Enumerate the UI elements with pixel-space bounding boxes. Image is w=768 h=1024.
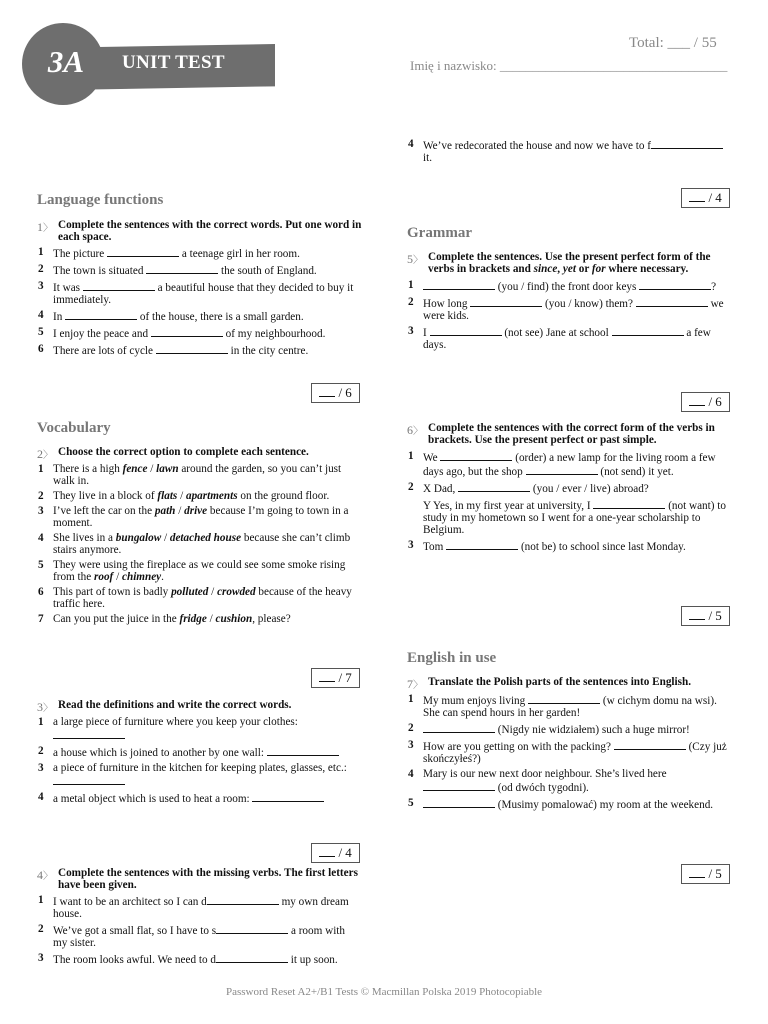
exercise-instruction: Translate the Polish parts of the sentences into English. bbox=[428, 676, 692, 688]
exercise-4-score[interactable]: / 4 bbox=[681, 188, 730, 208]
item-text: a piece of furniture in the kitchen for keeping plates, glasses, etc.: bbox=[53, 762, 362, 788]
answer-option[interactable]: drive bbox=[184, 505, 208, 517]
answer-blank[interactable] bbox=[53, 728, 125, 739]
answer-option[interactable]: detached house bbox=[169, 532, 242, 544]
footer: Password Reset A2+/B1 Tests © Macmillan Polska 2019 Photocopiable bbox=[225, 986, 543, 998]
item-list bbox=[407, 138, 732, 164]
item-text: I enjoy the peace and of my neighbourhood. bbox=[53, 328, 326, 340]
exercise-5-score[interactable]: / 6 bbox=[681, 392, 730, 412]
item-number: 4 bbox=[38, 309, 44, 321]
item-list bbox=[407, 693, 732, 811]
answer-blank[interactable] bbox=[423, 279, 495, 290]
item-number: 2 bbox=[38, 490, 44, 502]
item-number: 2 bbox=[38, 263, 44, 275]
item-text: The room looks awful. We need to d it up soon. bbox=[53, 954, 338, 966]
exercise-2-score[interactable]: / 7 bbox=[311, 668, 360, 688]
exercise-item bbox=[37, 716, 362, 742]
item-number: 6 bbox=[38, 343, 44, 355]
item-number: 5 bbox=[38, 326, 44, 338]
item-number: 1 bbox=[38, 463, 44, 475]
answer-option[interactable]: fence bbox=[122, 463, 148, 475]
item-number: 1 bbox=[38, 716, 44, 728]
item-text: a metal object which is used to heat a room: bbox=[53, 791, 362, 805]
exercise-item bbox=[37, 280, 362, 306]
item-number: 2 bbox=[408, 296, 414, 308]
item-text: (Musimy pomalować) my room at the weekend. bbox=[423, 797, 732, 811]
item-list bbox=[37, 246, 362, 357]
exercise-number: 6〉 bbox=[407, 423, 423, 437]
exercise-item bbox=[407, 797, 732, 811]
answer-blank[interactable] bbox=[216, 952, 288, 963]
item-number: 2 bbox=[408, 722, 414, 734]
exercise-number: 4〉 bbox=[37, 868, 53, 882]
item-list bbox=[37, 716, 362, 805]
keyword: yet bbox=[562, 263, 576, 275]
item-list bbox=[37, 894, 362, 966]
answer-blank[interactable] bbox=[156, 343, 228, 354]
item-list bbox=[407, 450, 732, 553]
item-text: I (not see) Jane at school a few days. bbox=[423, 327, 711, 351]
exercise-item bbox=[407, 138, 732, 164]
item-number: 6 bbox=[38, 586, 44, 598]
item-number: 3 bbox=[38, 505, 44, 517]
exercise-item bbox=[37, 490, 362, 502]
answer-blank[interactable] bbox=[470, 296, 542, 307]
exercise-instruction: Complete the sentences with the missing verbs. The first letters have been given. bbox=[58, 867, 358, 891]
item-number: 2 bbox=[408, 481, 414, 493]
item-text: Tom (not be) to school since last Monday. bbox=[423, 541, 686, 553]
exercise-item bbox=[37, 745, 362, 759]
answer-option[interactable]: flats bbox=[157, 490, 178, 502]
answer-blank[interactable] bbox=[107, 246, 179, 257]
exercise-3-score[interactable]: / 4 bbox=[311, 843, 360, 863]
exercise-item bbox=[37, 791, 362, 805]
item-text: There is a high fence / lawn around the garden, so you can’t just walk in. bbox=[53, 463, 342, 487]
exercise-item bbox=[407, 296, 732, 322]
answer-blank[interactable] bbox=[53, 774, 125, 785]
answer-blank[interactable] bbox=[83, 280, 155, 291]
unit-title: UNIT TEST bbox=[122, 52, 225, 73]
answer-blank[interactable] bbox=[636, 296, 708, 307]
exercise-6 bbox=[407, 422, 732, 556]
exercise-1 bbox=[37, 219, 362, 360]
item-text: We’ve got a small flat, so I have to s a room with my sister. bbox=[53, 925, 346, 949]
item-number: 3 bbox=[408, 539, 414, 551]
item-text: I want to be an architect so I can d my own dream house. bbox=[53, 896, 349, 920]
answer-blank[interactable] bbox=[146, 263, 218, 274]
item-number: 1 bbox=[408, 279, 414, 291]
exercise-item bbox=[37, 463, 362, 487]
item-number: 3 bbox=[38, 952, 44, 964]
item-text: We’ve redecorated the house and now we have to f it. bbox=[423, 138, 732, 164]
exercise-item bbox=[37, 246, 362, 260]
item-text: (Nigdy nie widziałem) such a huge mirror! bbox=[423, 722, 732, 736]
item-number: 1 bbox=[38, 894, 44, 906]
answer-blank[interactable] bbox=[423, 780, 495, 791]
item-number: 1 bbox=[38, 246, 44, 258]
item-text: This part of town is badly polluted / crowded because of the heavy traffic here. bbox=[53, 586, 352, 610]
answer-blank[interactable] bbox=[430, 325, 502, 336]
answer-blank[interactable] bbox=[440, 450, 512, 461]
answer-blank[interactable] bbox=[252, 791, 324, 802]
exercise-instruction: Complete the sentences with the correct form of the verbs in brackets. Use the present perfect or past simple. bbox=[428, 422, 715, 446]
total-score: Total: ___ / 55 bbox=[629, 35, 717, 51]
exercise-4 bbox=[37, 867, 362, 969]
item-number: 3 bbox=[408, 325, 414, 337]
item-text: The town is situated the south of England. bbox=[53, 265, 317, 277]
answer-blank[interactable] bbox=[458, 481, 530, 492]
exercise-instruction: Complete the sentences with the correct words. Put one word in each space. bbox=[58, 219, 362, 243]
exercise-item bbox=[407, 693, 732, 719]
exercise-item bbox=[37, 326, 362, 340]
exercise-item bbox=[407, 722, 732, 736]
exercise-item bbox=[37, 343, 362, 357]
item-text: How long (you / know) them? we were kids. bbox=[423, 298, 724, 322]
keyword: since bbox=[533, 263, 558, 275]
answer-blank[interactable] bbox=[151, 326, 223, 337]
item-text: We (order) a new lamp for the living room a few days ago, but the shop (not send) it yet. bbox=[423, 452, 716, 478]
exercise-instruction: Read the definitions and write the correct words. bbox=[58, 699, 292, 711]
exercise-instruction: Choose the correct option to complete each sentence. bbox=[58, 446, 309, 458]
item-text: a large piece of furniture where you keep your clothes: bbox=[53, 716, 362, 742]
item-number: 3 bbox=[38, 280, 44, 292]
exercise-item bbox=[407, 739, 732, 765]
item-number: 3 bbox=[38, 762, 44, 774]
answer-blank[interactable] bbox=[423, 722, 495, 733]
answer-blank[interactable] bbox=[593, 498, 665, 509]
exercise-item bbox=[37, 894, 362, 920]
item-number: 2 bbox=[38, 923, 44, 935]
item-number: 1 bbox=[408, 450, 414, 462]
exercise-2 bbox=[37, 446, 362, 628]
exercise-3 bbox=[37, 699, 362, 808]
exercise-item bbox=[407, 279, 732, 293]
answer-blank[interactable] bbox=[651, 138, 723, 149]
answer-option[interactable]: crowded bbox=[217, 586, 256, 598]
exercise-item bbox=[37, 762, 362, 788]
answer-blank[interactable] bbox=[216, 923, 288, 934]
item-text: (you / find) the front door keys ? bbox=[423, 279, 732, 293]
answer-blank[interactable] bbox=[526, 464, 598, 475]
answer-option[interactable]: cushion bbox=[215, 613, 253, 625]
answer-option[interactable]: lawn bbox=[156, 463, 179, 475]
exercise-item bbox=[37, 263, 362, 277]
item-number: 4 bbox=[38, 791, 44, 803]
exercise-item bbox=[407, 450, 732, 478]
exercise-5 bbox=[407, 251, 732, 354]
exercise-instruction: Complete the sentences. Use the present perfect form of the verbs in brackets and since, yet or for where necessary. bbox=[428, 251, 711, 275]
item-number: 4 bbox=[38, 532, 44, 544]
answer-blank[interactable] bbox=[639, 279, 711, 290]
section-vocabulary: Vocabulary bbox=[37, 420, 111, 436]
item-number: 4 bbox=[408, 768, 414, 780]
exercise-number: 5〉 bbox=[407, 252, 423, 266]
answer-option[interactable]: bungalow bbox=[115, 532, 162, 544]
item-list bbox=[37, 463, 362, 625]
item-text: I’ve left the car on the path / drive because I’m going to town in a moment. bbox=[53, 505, 349, 529]
exercise-item bbox=[37, 613, 362, 625]
item-text: They live in a block of flats / apartments on the ground floor. bbox=[53, 490, 330, 502]
item-text: She lives in a bungalow / detached house because she can’t climb stairs anymore. bbox=[53, 532, 351, 556]
item-text: How are you getting on with the packing? (Czy już skończyłeś?) bbox=[423, 741, 727, 765]
answer-option[interactable]: chimney bbox=[122, 571, 162, 583]
exercise-item bbox=[37, 309, 362, 323]
answer-blank[interactable] bbox=[207, 894, 279, 905]
item-number: 1 bbox=[408, 693, 414, 705]
answer-blank[interactable] bbox=[267, 745, 339, 756]
exercise-item bbox=[37, 559, 362, 583]
item-text: a house which is joined to another by one wall: bbox=[53, 745, 362, 759]
exercise-item bbox=[407, 539, 732, 553]
answer-blank[interactable] bbox=[528, 693, 600, 704]
item-text: Can you put the juice in the fridge / cushion, please? bbox=[53, 613, 291, 625]
exercise-1-score[interactable]: / 6 bbox=[311, 383, 360, 403]
item-number: 5 bbox=[408, 797, 414, 809]
exercise-item bbox=[37, 586, 362, 610]
answer-option[interactable]: path bbox=[154, 505, 176, 517]
item-text: Y Yes, in my first year at university, I (not want) to study in my hometown so I went for a one-year scholarship to Belgium. bbox=[423, 500, 726, 536]
exercise-7 bbox=[407, 676, 732, 814]
exercise-item bbox=[407, 498, 732, 536]
answer-blank[interactable] bbox=[65, 309, 137, 320]
item-number: 7 bbox=[38, 613, 44, 625]
answer-option[interactable]: apartments bbox=[185, 490, 238, 502]
exercise-number: 1〉 bbox=[37, 220, 53, 234]
item-list bbox=[407, 279, 732, 351]
item-number: 2 bbox=[38, 745, 44, 757]
item-text: They were using the fireplace as we could see some smoke rising from the roof / chimney. bbox=[53, 559, 346, 583]
exercise-7-score[interactable]: / 5 bbox=[681, 864, 730, 884]
answer-blank[interactable] bbox=[423, 797, 495, 808]
item-text: In of the house, there is a small garden. bbox=[53, 311, 304, 323]
item-text: Mary is our new next door neighbour. She’s lived here (od dwóch tygodni). bbox=[423, 768, 667, 794]
answer-blank[interactable] bbox=[446, 539, 518, 550]
keyword: for bbox=[591, 263, 606, 275]
item-number: 5 bbox=[38, 559, 44, 571]
exercise-item bbox=[407, 325, 732, 351]
item-text: My mum enjoys living (w cichym domu na wsi). She can spend hours in her garden! bbox=[423, 695, 717, 719]
item-number: 3 bbox=[408, 739, 414, 751]
exercise-6-score[interactable]: / 5 bbox=[681, 606, 730, 626]
exercise-item bbox=[407, 481, 732, 495]
exercise-item bbox=[37, 532, 362, 556]
exercise-number: 2〉 bbox=[37, 447, 53, 461]
unit-code: 3A bbox=[47, 44, 85, 79]
answer-option[interactable]: polluted bbox=[171, 586, 209, 598]
item-number: 4 bbox=[408, 138, 414, 150]
item-number bbox=[407, 498, 423, 536]
answer-option[interactable]: roof bbox=[94, 571, 114, 583]
section-english-in-use: English in use bbox=[407, 650, 497, 666]
exercise-item bbox=[407, 768, 732, 794]
exercise-item bbox=[37, 923, 362, 949]
name-field[interactable]: Imię i nazwisko: ___________________________________ bbox=[410, 58, 728, 73]
exercise-item bbox=[37, 952, 362, 966]
answer-blank[interactable] bbox=[612, 325, 684, 336]
exercise-item bbox=[37, 505, 362, 529]
item-text: X Dad, (you / ever / live) abroad? bbox=[423, 483, 649, 495]
item-text: There are lots of cycle in the city centre. bbox=[53, 345, 309, 357]
section-language-functions: Language functions bbox=[37, 192, 164, 208]
exercise-number: 3〉 bbox=[37, 700, 53, 714]
section-grammar: Grammar bbox=[407, 225, 472, 241]
item-text: It was a beautiful house that they decided to buy it immediately. bbox=[53, 282, 354, 306]
item-text: The picture a teenage girl in her room. bbox=[53, 248, 300, 260]
answer-blank[interactable] bbox=[614, 739, 686, 750]
answer-option[interactable]: fridge bbox=[179, 613, 207, 625]
exercise-4-continued bbox=[407, 138, 732, 167]
exercise-number: 7〉 bbox=[407, 677, 423, 691]
